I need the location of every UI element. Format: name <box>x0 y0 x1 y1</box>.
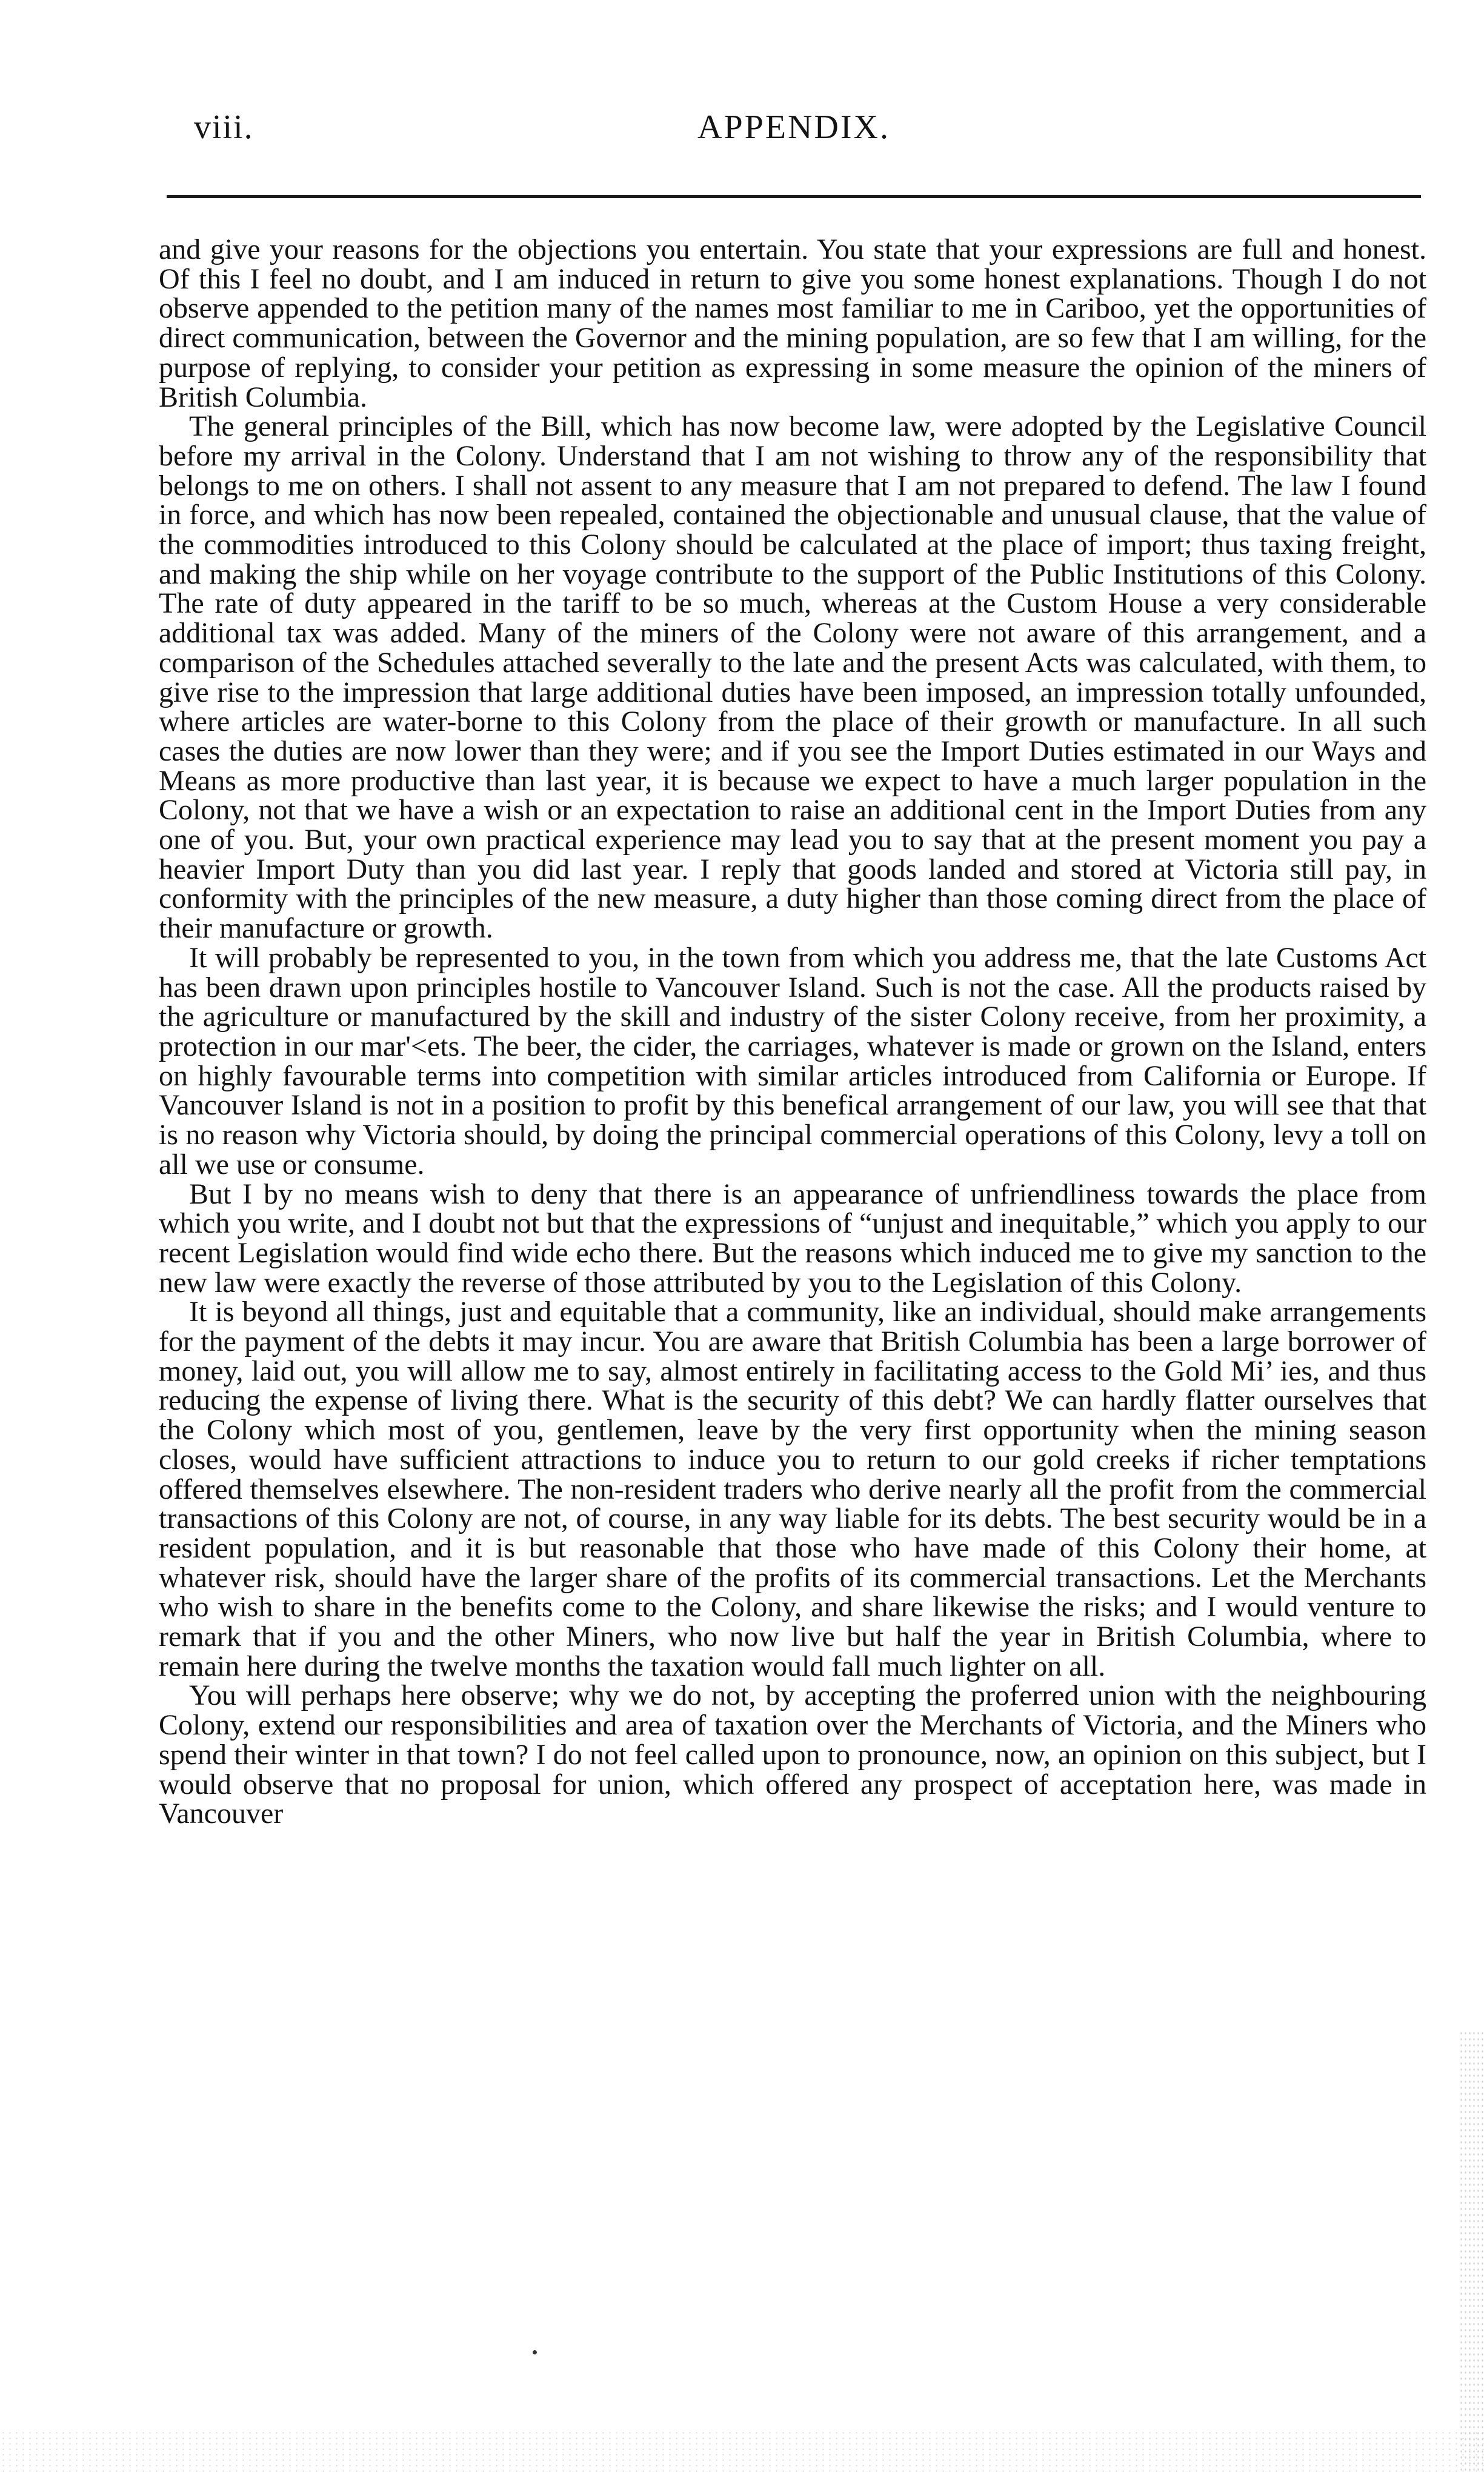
page-number: viii. <box>194 108 254 146</box>
body-text <box>159 235 1426 1829</box>
paragraph: But I by no means wish to deny that there is an appearance of unfriendliness towards the place from which you write, and I doubt not but that the expressions of “unjust and inequitable,” which you apply to our recent Legislation would find wide echo there. But the reasons which induced me to give my sanction to the new law were exactly the reverse of those attributed by you to the Legislation of this Colony. <box>159 1178 1426 1299</box>
page-header <box>167 108 1421 162</box>
running-head: APPENDIX. <box>697 108 890 146</box>
paragraph: You will perhaps here observe; why we do not, by accepting the proferred union with the neighbouring Colony, extend our responsibilities and area of taxation over the Merchants of Victoria, and the Miners who spend their winter in that town? I do not feel called upon to pronounce, now, an opinion on this subject, but I would observe that no proposal for union, which offered any prospect of acceptation here, was made in Vancouver <box>159 1679 1426 1830</box>
paragraph: The general principles of the Bill, which has now become law, were adopted by the Legislative Council before my arrival in the Colony. Understand that I am not wishing to throw any of the responsibility that belongs to me on others. I shall not assent to any measure that I am not prepared to defend. The law I found in force, and which has now been repealed, contained the objectionable and unusual clause, that the value of the commodities introduced to this Colony should be calculated at the place of import; thus taxing freight, and making the ship while on her voyage contribute to the support of the Public Institutions of this Colony. The rate of duty appeared in the tariff to be so much, whereas at the Custom House a very considerable additional tax was added. Many of the miners of the Colony were not aware of this arrangement, and a comparison of the Schedules attached severally to the late and the present Acts was calculated, with them, to give rise to the impression that large additional duties have been imposed, an impression totally unfounded, where articles are water-borne to this Colony from the place of their growth or manufacture. In all such cases the duties are now lower than they were; and if you see the Import Duties estimated in our Ways and Means as more productive than last year, it is because we expect to have a much larger population in the Colony, not that we have a wish or an expectation to raise an additional cent in the Import Duties from any one of you. But, your own practical experience may lead you to say that at the present moment you pay a heavier Import Duty than you did last year. I reply that goods landed and stored at Victoria still pay, in conformity with the principles of the new measure, a duty higher than those coming direct from the place of their manufacture or growth. <box>159 410 1426 945</box>
paragraph: and give your reasons for the objections you entertain. You state that your expressions are full and honest. Of this I feel no doubt, and I am induced in return to give you some honest explanations. Though I do not observe appended to the petition many of the names most familiar to me in Cariboo, yet the opportunities of direct communication, between the Governor and the mining population, are so few that I am willing, for the purpose of replying, to consider your petition as expressing in some measure the opinion of the miners of British Columbia. <box>159 233 1426 413</box>
paragraph: It will probably be represented to you, in the town from which you address me, that the late Customs Act has been drawn upon principles hostile to Vancouver Island. Such is not the case. All the products raised by the agriculture or manufactured by the skill and industry of the sister Colony receive, from her proximity, a protection in our mar'<ets. The beer, the cider, the carriages, whatever is made or grown on the Island, enters on highly favourable terms into competition with similar articles introduced from California or Europe. If Vancouver Island is not in a position to profit by this benefical arrangement of our law, you will see that that is no reason why Victoria should, by doing the principal commercial operations of this Colony, levy a toll on all we use or consume. <box>159 941 1426 1181</box>
scan-noise-bottom <box>0 2430 1484 2472</box>
ink-speck <box>533 2350 537 2354</box>
paragraph: It is beyond all things, just and equitable that a community, like an individual, should make arrangements for the payment of the debts it may incur. You are aware that British Columbia has been a large borrower of money, laid out, you will allow me to say, almost entirely in facilitating access to the Gold Mi’ ies, and thus reducing the expense of living there. What is the security of this debt? We can hardly flatter ourselves that the Colony which most of you, gentlemen, leave by the very first opportunity when the mining season closes, would have sufficient attractions to induce you to return to our gold creeks if richer temptations offered themselves elsewhere. The non-resident traders who derive nearly all the profit from the commercial transactions of this Colony are not, of course, in any way liable for its debts. The best security would be in a resident population, and it is but reasonable that those who have made of this Colony their home, at whatever risk, should have the larger share of the profits of its commercial transactions. Let the Merchants who wish to share in the benefits come to the Colony, and share likewise the risks; and I would venture to remark that if you and the other Miners, who now live but half the year in British Columbia, where to remain here during the twelve months the taxation would fall much lighter on all. <box>159 1296 1426 1682</box>
header-rule <box>167 195 1421 198</box>
scan-noise-right <box>1459 2030 1484 2472</box>
